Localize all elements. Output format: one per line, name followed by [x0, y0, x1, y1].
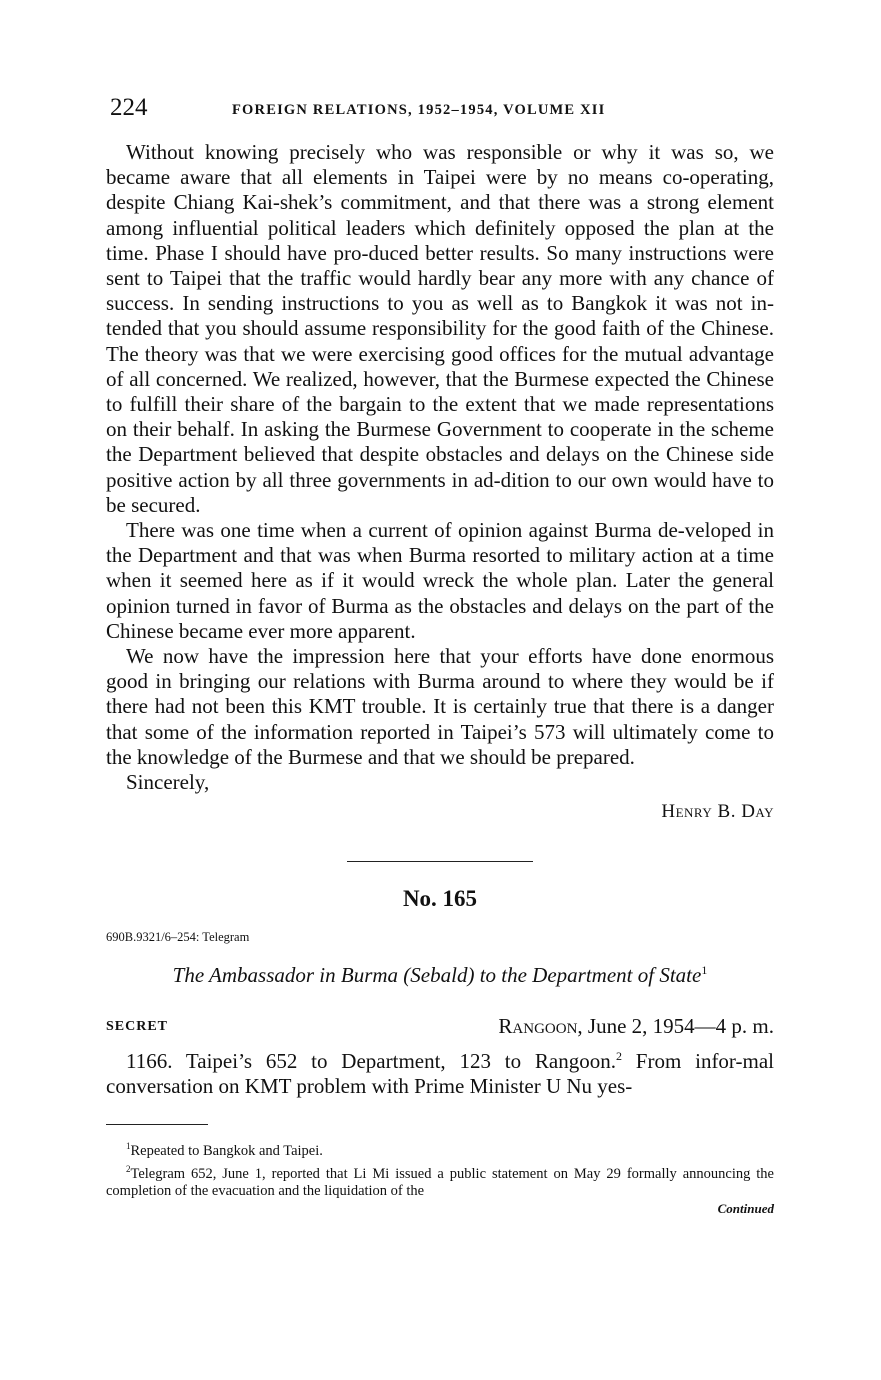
file-reference: 690B.9321/6–254: Telegram — [106, 930, 250, 945]
footnote-text: Repeated to Bangkok and Taipei. — [130, 1142, 323, 1159]
telegram-text — [106, 1044, 774, 1099]
running-title: FOREIGN RELATIONS, 1952–1954, VOLUME XII — [232, 102, 606, 118]
dateline-date: June 2, 1954—4 p. m. — [582, 1014, 774, 1039]
letter-paragraph: We now have the impression here that your efforts have done enormous good in bringing our relations with Burma around to where they would be if there had not been this KMT trouble. It is certainly true that there is a danger that some of the information reported in Taipei’s 573 will ultimately come to the knowledge of the Burmese and that we should be prepared. — [106, 644, 774, 769]
continued-label: Continued — [717, 1201, 774, 1217]
page-number: 224 — [110, 94, 148, 121]
letter-paragraph: Without knowing precisely who was responsible or why it was so, we became aware that all elements in Taipei were by no means co-operating, despite Chiang Kai-shek’s commitment, and that there was a strong element among influential political leaders which definitely opposed the plan at the time. Phase I should have pro-duced better results. So many instructions were sent to Taipei that the traffic would hardly bear any more with any chance of success. In sending instructions to you as well as to Bangkok it was not in-tended that you should assume responsibility for the good faith of the Chinese. The theory was that we were exercising good offices for the mutual advantage of all concerned. We realized, however, that the Burmese expected the Chinese to fulfill their share of the bargain to the extent that we made representations on their behalf. In asking the Burmese Government to cooperate in the scheme the Department believed that despite obstacles and delays on the Chinese side positive action by all three governments in ad-dition to our own would have to be secured. — [106, 140, 774, 517]
document-number: No. 165 — [402, 886, 478, 912]
letter-paragraph: There was one time when a current of opinion against Burma de-veloped in the Department and that was when Burma resorted to military action at a time when it seemed here as if it would wreck the whole plan. Later the general opinion turned in favor of Burma as the obstacles and delays on the part of the Chinese became ever more apparent. — [106, 518, 774, 643]
telegram-text-part: 1166. Taipei’s 652 to Department, 123 to Rangoon. — [126, 1049, 616, 1074]
letter-signature: Henry B. Day — [661, 801, 774, 823]
footnote-mark: 1 — [126, 1140, 131, 1151]
letter-closing: Sincerely, — [126, 770, 210, 795]
footnote-marker: 2 — [616, 1049, 622, 1064]
telegram-text-part: From infor-mal conversation on KMT problem with Prime Minister U Nu yes- — [106, 1049, 774, 1099]
classification-label: SECRET — [106, 1019, 169, 1035]
footnote — [106, 1160, 774, 1201]
letter-body — [106, 140, 774, 770]
dateline — [498, 1014, 774, 1039]
footnote-text: Telegram 652, June 1, reported that Li Mi issued a public statement on May 29 formally announcing the completion of the evacuation and the liquidation of the — [106, 1165, 774, 1200]
running-head — [106, 92, 774, 126]
footnote-divider — [106, 1124, 208, 1125]
page — [106, 92, 774, 1218]
document-title-text: The Ambassador in Burma (Sebald) to the Department of State — [172, 963, 702, 988]
footnote-marker: 1 — [701, 963, 708, 978]
footnote-mark: 2 — [126, 1163, 131, 1174]
document-title — [106, 963, 774, 988]
footnote — [106, 1137, 774, 1160]
section-divider — [347, 861, 533, 862]
footnotes — [106, 1137, 774, 1219]
dateline-row — [106, 1014, 774, 1040]
dateline-city: Rangoon, — [498, 1014, 583, 1039]
